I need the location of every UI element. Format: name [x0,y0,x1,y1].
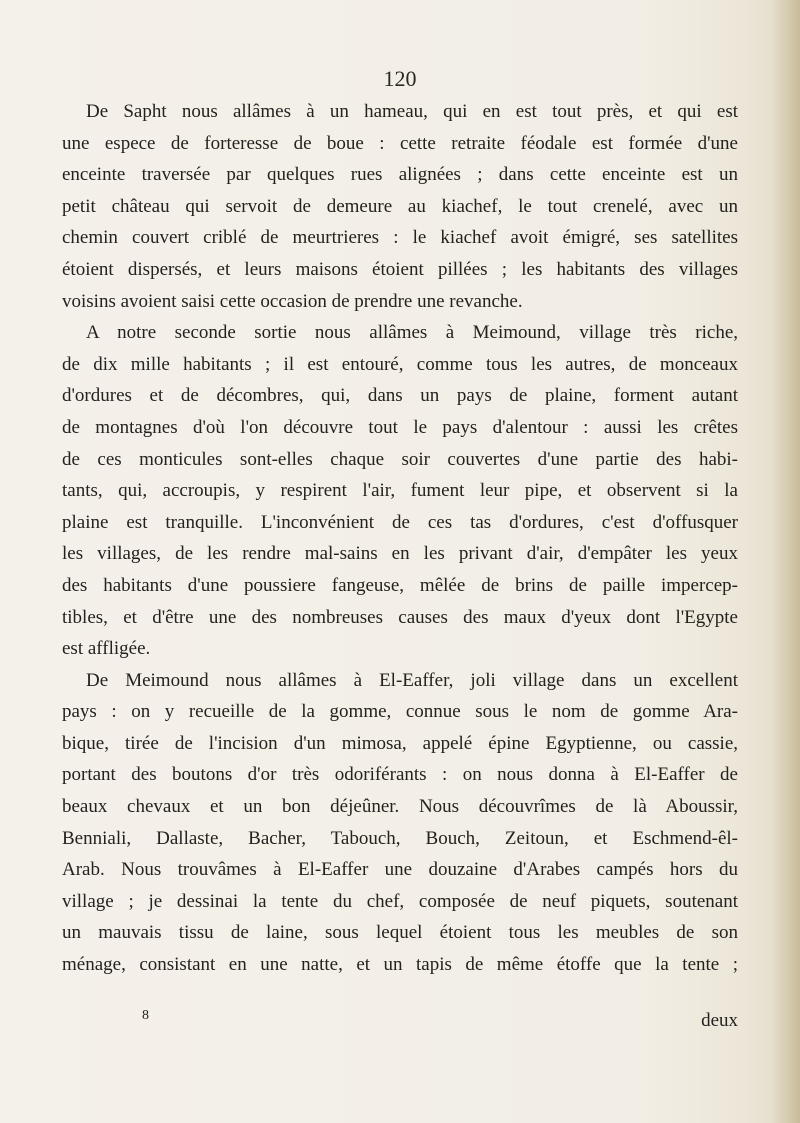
text-line: Benniali, Dallaste, Bacher, Tabouch, Bouch, Zeitoun, et Eschmend-êl- [62,827,738,849]
text-line: enceinte traversée par quelques rues alignées ; dans cette enceinte est un [62,164,738,186]
text-line: plaine est tranquille. L'inconvénient de ces tas d'ordures, c'est d'offusquer [62,511,738,533]
body-text [62,96,738,981]
text-line: tants, qui, accroupis, y respirent l'air, fument leur pipe, et observent si la [62,480,738,502]
text-line: des habitants d'une poussiere fangeuse, mêlée de brins de paille impercep- [62,574,738,596]
text-line: une espece de forteresse de boue : cette retraite féodale est formée d'une [62,132,738,154]
text-line: beaux chevaux et un bon déjeûner. Nous découvrîmes de là Aboussir, [62,796,738,818]
text-line: pays : on y recueille de la gomme, connue sous le nom de gomme Ara- [62,701,738,723]
text-line: voisins avoient saisi cette occasion de prendre une revanche. [62,290,523,312]
page-footer [62,1008,738,1038]
text-line: est affligée. [62,638,151,660]
text-line: tibles, et d'être une des nombreuses causes des maux d'yeux dont l'Egypte [62,606,738,628]
catchword: deux [701,1010,738,1031]
text-line: village ; je dessinai la tente du chef, composée de neuf piquets, soutenant [62,890,738,912]
text-line: Arab. Nous trouvâmes à El-Eaffer une douzaine d'Arabes campés hors du [62,859,738,881]
page-edge-shadow [772,0,800,1123]
text-line: De Meimound nous allâmes à El-Eaffer, joli village dans un excellent [86,669,738,691]
page-number: 120 [383,66,417,91]
text-line: portant des boutons d'or très odoriférants : on nous donna à El-Eaffer de [62,764,738,786]
text-line: A notre seconde sortie nous allâmes à Meimound, village très riche, [86,322,738,344]
text-line: chemin couvert criblé de meurtrieres : le kiachef avoit émigré, ses satellites [62,227,738,249]
text-line: ménage, consistant en une natte, et un tapis de même étoffe que la tente ; [62,954,738,976]
text-line: étoient dispersés, et leurs maisons étoient pillées ; les habitants des villages [62,258,738,280]
text-line: de ces monticules sont-elles chaque soir couvertes d'une partie des habi- [62,448,738,470]
text-line: De Sapht nous allâmes à un hameau, qui en est tout près, et qui est [86,101,738,122]
text-line: bique, tirée de l'incision d'un mimosa, appelé épine Egyptienne, ou cassie, [62,732,738,754]
signature-mark: 8 [142,1008,149,1023]
text-line: d'ordures et de décombres, qui, dans un pays de plaine, forment autant [62,385,738,407]
text-line: de montagnes d'où l'on découvre tout le pays d'alentour : aussi les crêtes [62,416,738,438]
text-line: petit château qui servoit de demeure au kiachef, le tout crenelé, avec un [62,195,738,217]
text-line: les villages, de les rendre mal-sains en les privant d'air, d'empâter les yeux [62,543,738,565]
text-line: de dix mille habitants ; il est entouré, comme tous les autres, de monceaux [62,353,738,375]
text-line: un mauvais tissu de laine, sous lequel étoient tous les meubles de son [62,922,738,944]
